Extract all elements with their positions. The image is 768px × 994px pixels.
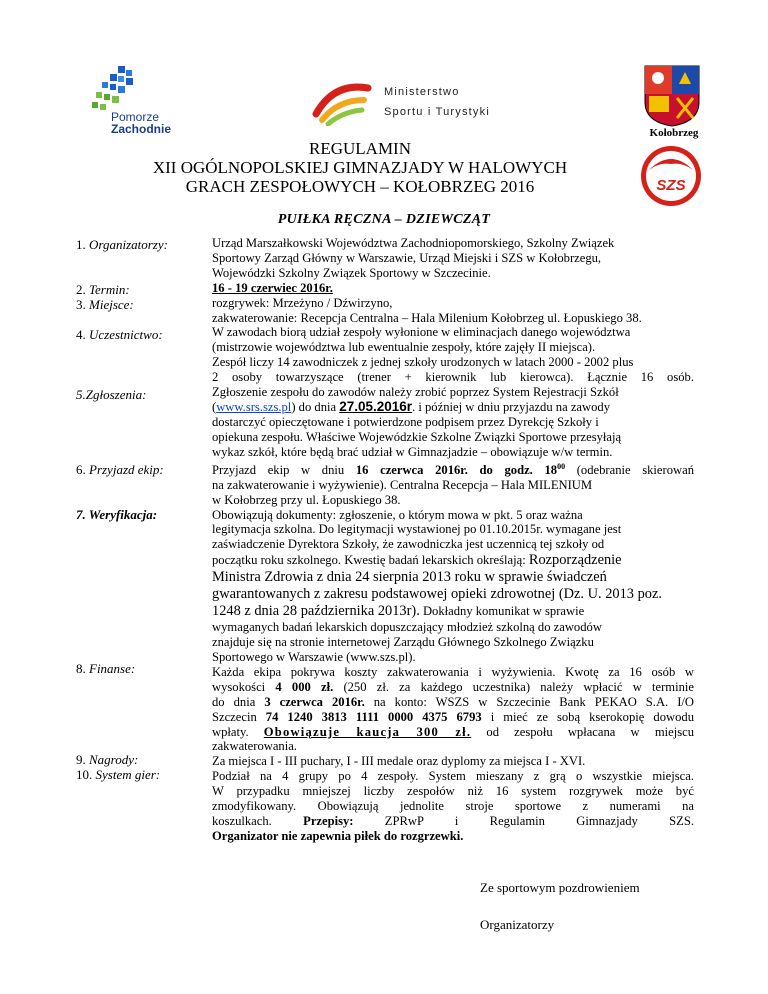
game-system-line: Podział na 4 grupy po 4 zespoły. System mieszany z grą o wszystkie miejsca. [212, 769, 694, 784]
label-participation: 4. Uczestnictwo: [76, 327, 163, 342]
ministry-line2: Sportu i Turystyki [384, 106, 490, 118]
verification-line: Sportowego w Warszawie (www.szs.pl). [212, 650, 416, 665]
verification-line: 1248 z dnia 28 października 2013r). Dokładny komunikat w sprawie [212, 603, 585, 620]
applications-line: Zgłoszenie zespołu do zawodów należy zrobić poprzez System Rejestracji Szkół [212, 385, 619, 400]
label-place: 3. Miejsce: [76, 297, 134, 312]
game-system-line: zmodyfikowany. Obowiązują jednolite stroje sportowe z numerami na [212, 799, 694, 814]
applications-line: (www.srs.szs.pl) do dnia 27.05.2016r. i później w dniu przyjazdu na zawody [212, 398, 611, 414]
arrival-line: w Kołobrzeg przy ul. Łopuskiego 38. [212, 492, 401, 507]
participation-line: Zespół liczy 14 zawodniczek z jednej szkoły urodzonych w latach 2000 - 2002 plus [212, 355, 634, 370]
kolobrzeg-label: Kołobrzeg [649, 127, 699, 139]
finances-line: wysokości 4 000 zł. (250 zł. za każdego uczestnika) należy wpłacić w terminie [212, 679, 694, 694]
arrival-line: Przyjazd ekip w dniu 16 czerwca 2016r. do godz. $18^{00}$ (odebranie skierowań [212, 461, 694, 477]
finances-line: wpłaty. Obowiązuje kaucja 300 zł. od zespołu wpłacana w miejscu [212, 724, 694, 739]
finances-line: Szczecin 74 1240 3813 1111 0000 4375 6793 i mieć ze sobą kserokopię dowodu [212, 709, 694, 724]
verification-line: Obowiązują dokumenty: zgłoszenie, o którym mowa w pkt. 5 oraz ważna [212, 507, 583, 522]
zachodnie-text: Zachodnie [111, 122, 172, 136]
label-arrival: 6. Przyjazd ekip: [76, 462, 164, 477]
applications-line: opiekuna zespołu. Właściwe Wojewódzkie Szkolne Związki Sportowe przesyłają [212, 429, 622, 444]
organizers-line: Urząd Marszałkowski Województwa Zachodniopomorskiego, Szkolny Związek [212, 236, 615, 250]
label-finances: 8. Finanse: [76, 661, 136, 676]
pomorze-text: Pomorze [111, 110, 160, 124]
discipline-subtitle: PUIŁKA RĘCZNA – DZIEWCZĄT [277, 212, 491, 227]
ministry-text [384, 82, 490, 122]
awards-line: Za miejsca I - III puchary, I - III medale oraz dyplomy za miejsca I - XVI. [212, 754, 586, 769]
finances-line: zakwaterowania. [212, 739, 297, 754]
title-line2: XII OGÓLNOPOLSKIEJ GIMNAZJADY W HALOWYCH [152, 158, 568, 177]
place-line: rozgrywek: Mrzeżyno / Dźwirzyno, [212, 295, 393, 310]
label-verification: 7. Weryfikacja: [76, 507, 158, 522]
applications-line: dostarczyć opieczętowane i potwierdzone podpisem przez Dyrekcję Szkoły i [212, 414, 599, 429]
verification-line: gwarantowanych z zakresu podstawowej opieki zdrowotnej (Dz. U. 2013 poz. [212, 586, 662, 603]
ministry-logo [312, 78, 372, 126]
applications-line: wykaz szkół, które będą brać udział w Gimnazjadzie – obowiązuje w/w termin. [212, 444, 613, 459]
ministry-line1: Ministerstwo [384, 86, 460, 98]
closing-signature: Organizatorzy [480, 917, 555, 932]
label-awards: 9. Nagrody: [76, 752, 139, 767]
organizers-line: Sportowy Zarząd Główny w Warszawie, Urząd Miejski i SZS w Kołobrzegu, [212, 250, 602, 265]
title-line1: REGULAMIN [309, 139, 411, 158]
verification-line: Ministra Zdrowia z dnia 24 sierpnia 2013 roku w sprawie świadczeń [212, 569, 607, 586]
game-system-line: Organizator nie zapewnia piłek do rozgrzewki. [212, 828, 464, 843]
label-date: 2. Termin: [76, 282, 130, 297]
arrival-line: na zakwaterowanie i wyżywienie). Centralna Recepcja – Hala MILENIUM [212, 477, 593, 492]
kolobrzeg-crest-icon [643, 64, 701, 128]
deadline-date: 27.05.2016r [339, 398, 413, 414]
verification-line: legitymacja szkolna. Do legitymacji wystawionej po 01.10.2015r. wymagane jest [212, 522, 622, 537]
place-line: zakwaterowanie: Recepcja Centralna – Hala Milenium Kołobrzeg ul. Łopuskiego 38. [212, 310, 642, 325]
regulations-body [212, 236, 694, 844]
finances-line: Każda ekipa pokrywa koszty zakwaterowania i wyżywienia. Kwotę za 16 osób w [212, 664, 694, 679]
label-organizers: 1. Organizatorzy: [76, 237, 168, 252]
verification-line: wymaganych badań lekarskich dopuszczający młodzież szkolną do zawodów [212, 620, 602, 635]
organizers-line: Wojewódzki Szkolny Związek Sportowy w Szczecinie. [212, 265, 491, 280]
verification-line: znajduje się na stronie internetowej Zarządu Głównego Szkolnego Związku [212, 635, 594, 650]
szs-logo [639, 144, 703, 208]
participation-line: W zawodach biorą udział zespoły wyłonione w eliminacjach danego województwa [212, 325, 631, 340]
srs-link[interactable]: www.srs.szs.pl [216, 399, 292, 414]
participation-line: 2 osoby towarzyszące (trener + kierownik lub kierowca). Łącznie 16 osób. [212, 370, 694, 385]
closing-greeting: Ze sportowym pozdrowieniem [480, 880, 640, 895]
game-system-line: koszulkach. Przepisy: ZPRwP i Regulamin Gimnazjady SZS. [212, 814, 694, 828]
label-applications: 5.Zgłoszenia: [76, 387, 147, 402]
szs-logo-text: SZS [656, 177, 686, 194]
date-text: 16 - 19 czerwiec 2016r. [212, 280, 333, 295]
label-game-system: 10. System gier: [76, 767, 161, 782]
participation-line: (mistrzowie województwa lub ewentualnie zespoły, które zajęły II miejsca). [212, 340, 596, 355]
document-title [100, 139, 620, 196]
game-system-line: W przypadku mniejszej liczby zespołów niż 16 system rozgrywek może być [212, 784, 694, 799]
finances-line: do dnia 3 czerwca 2016r. na konto: WSZS w Szczecinie Bank PEKAO S.A. I/O [212, 694, 694, 709]
title-line3: GRACH ZESPOŁOWYCH – KOŁOBRZEG 2016 [185, 177, 535, 196]
verification-line: początku roku szkolnego. Kwestię badań lekarskich określają: Rozporządzenie [212, 552, 622, 569]
verification-line: zaświadczenie Dyrektora Szkoły, że zawodniczka jest uczennicą tej szkoły od [212, 537, 605, 552]
